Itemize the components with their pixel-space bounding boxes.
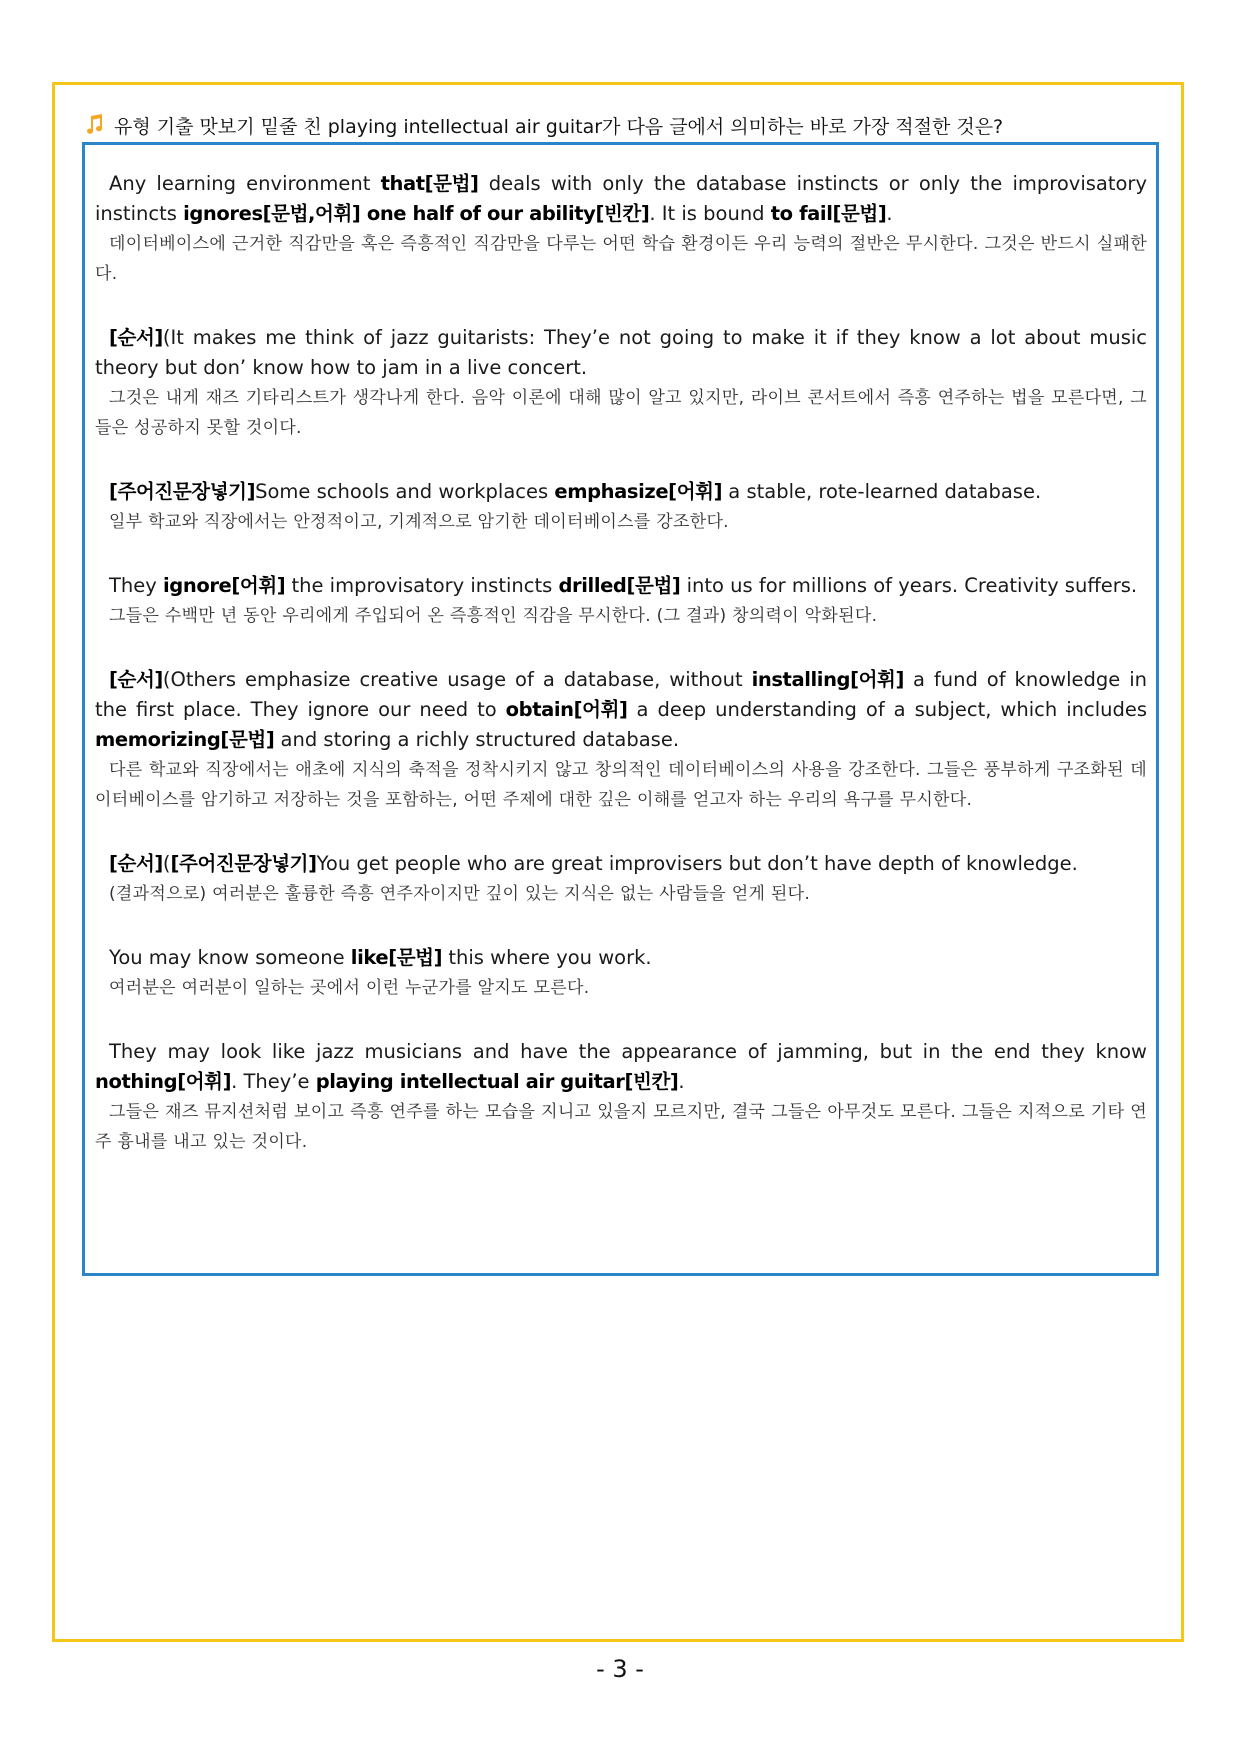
keyword-tag: [순서]	[109, 852, 163, 875]
question-header	[82, 110, 1162, 140]
text-segment: .	[886, 202, 893, 225]
keyword-tag: memorizing[문법]	[95, 728, 275, 751]
english-sentence	[95, 849, 1147, 879]
english-sentence	[95, 571, 1147, 601]
text-segment: and storing a richly structured database.	[274, 728, 680, 751]
text-segment: You get people who are great improvisers but don’t have depth of knowledge.	[316, 852, 1078, 875]
keyword-tag: installing[어휘]	[751, 668, 905, 691]
text-segment: Any learning environment	[109, 172, 381, 195]
keyword-tag: playing intellectual air guitar[빈칸]	[315, 1070, 679, 1093]
keyword-tag: like[문법]	[350, 946, 443, 969]
music-note-icon	[82, 113, 106, 137]
text-segment: . They’e	[231, 1070, 316, 1093]
keyword-tag: obtain[어휘]	[505, 698, 628, 721]
text-segment: into us for millions of years. Creativity suffers.	[680, 574, 1138, 597]
text-segment: They	[109, 574, 164, 597]
keyword-tag: [순서]	[109, 326, 163, 349]
text-segment: the improvisatory instincts	[285, 574, 559, 597]
paragraph-block	[95, 849, 1147, 909]
korean-translation: 여러분은 여러분이 일하는 곳에서 이런 누군가를 알지도 모른다.	[109, 978, 590, 998]
text-segment: deals with only the database instincts or only the improvisatory instincts	[95, 172, 1147, 225]
keyword-tag: ignore[어휘]	[163, 574, 286, 597]
text-segment: . It is bound	[649, 202, 771, 225]
korean-translation: 다른 학교와 직장에서는 애초에 지식의 축적을 정착시키지 않고 창의적인 데이터베이스의 사용을 강조한다. 그들은 풍부하게 구조화된 데이터베이스를 암기하고 저장하는 것을 포함하는, 어떤 주제에 대한 깊은 이해를 얻고자 하는 우리의 욕구를 무시한다.	[95, 760, 1147, 810]
english-sentence	[95, 323, 1147, 383]
passage-body	[95, 169, 1147, 1157]
text-segment: (It makes me think of jazz guitarists: They’e not going to make it if they know a lot about music theory but don’ know how to jam in a live concert.	[95, 326, 1147, 379]
english-sentence	[95, 169, 1147, 229]
text-segment: a stable, rote-learned database.	[722, 480, 1042, 503]
korean-translation: 데이터베이스에 근거한 직감만을 혹은 즉흥적인 직감만을 다루는 어떤 학습 환경이든 우리 능력의 절반은 무시한다. 그것은 반드시 실패한다.	[95, 234, 1147, 284]
english-sentence	[95, 943, 1147, 973]
text-segment: a fund of knowledge in the first place. They ignore our need to	[95, 668, 1147, 721]
text-segment: Some schools and workplaces	[255, 480, 555, 503]
korean-translation: 그것은 내게 재즈 기타리스트가 생각나게 한다. 음악 이론에 대해 많이 알고 있지만, 라이브 콘서트에서 즉흥 연주하는 법을 모른다면, 그들은 성공하지 못할 것이다.	[95, 388, 1147, 438]
paragraph-block	[95, 571, 1147, 631]
question-text: 유형 기출 맛보기 밑줄 친 playing intellectual air guitar가 다음 글에서 의미하는 바로 가장 적절한 것은?	[114, 115, 1004, 138]
keyword-tag: [순서]	[109, 668, 163, 691]
keyword-tag: nothing[어휘]	[95, 1070, 232, 1093]
keyword-tag: ignores[문법,어휘] one half of our ability[빈칸]	[183, 202, 650, 225]
keyword-tag: that[문법]	[380, 172, 479, 195]
keyword-tag: drilled[문법]	[558, 574, 681, 597]
text-segment: this where you work.	[442, 946, 652, 969]
passage-box	[82, 142, 1159, 1276]
text-segment: (	[162, 852, 171, 875]
text-segment: (Others emphasize creative usage of a database, without	[162, 668, 752, 691]
keyword-tag: emphasize[어휘]	[554, 480, 723, 503]
page-number: - 3 -	[596, 1655, 644, 1683]
text-segment: They may look like jazz musicians and have the appearance of jamming, but in the end they know	[109, 1040, 1147, 1063]
paragraph-block	[95, 1037, 1147, 1157]
paragraph-block	[95, 323, 1147, 443]
paragraph-block	[95, 665, 1147, 815]
paragraph-block	[95, 169, 1147, 289]
english-sentence	[95, 665, 1147, 755]
text-segment: .	[678, 1070, 685, 1093]
korean-translation: 일부 학교와 직장에서는 안정적이고, 기계적으로 암기한 데이터베이스를 강조한다.	[109, 512, 729, 532]
text-segment: a deep understanding of a subject, which includes	[627, 698, 1148, 721]
keyword-tag: [주어진문장넣기]	[109, 480, 256, 503]
paragraph-block	[95, 477, 1147, 537]
keyword-tag: to fail[문법]	[770, 202, 887, 225]
english-sentence	[95, 477, 1147, 507]
korean-translation: 그들은 수백만 년 동안 우리에게 주입되어 온 즉흥적인 직감을 무시한다. (그 결과) 창의력이 악화된다.	[109, 606, 878, 626]
text-segment: You may know someone	[109, 946, 351, 969]
korean-translation: (결과적으로) 여러분은 훌륭한 즉흥 연주자이지만 깊이 있는 지식은 없는 사람들을 얻게 된다.	[109, 884, 811, 904]
english-sentence	[95, 1037, 1147, 1097]
paragraph-block	[95, 943, 1147, 1003]
korean-translation: 그들은 재즈 뮤지션처럼 보이고 즉흥 연주를 하는 모습을 지니고 있을지 모르지만, 결국 그들은 아무것도 모른다. 그들은 지적으로 기타 연주 흉내를 내고 있는 것이다.	[95, 1102, 1147, 1152]
keyword-tag: [주어진문장넣기]	[170, 852, 317, 875]
